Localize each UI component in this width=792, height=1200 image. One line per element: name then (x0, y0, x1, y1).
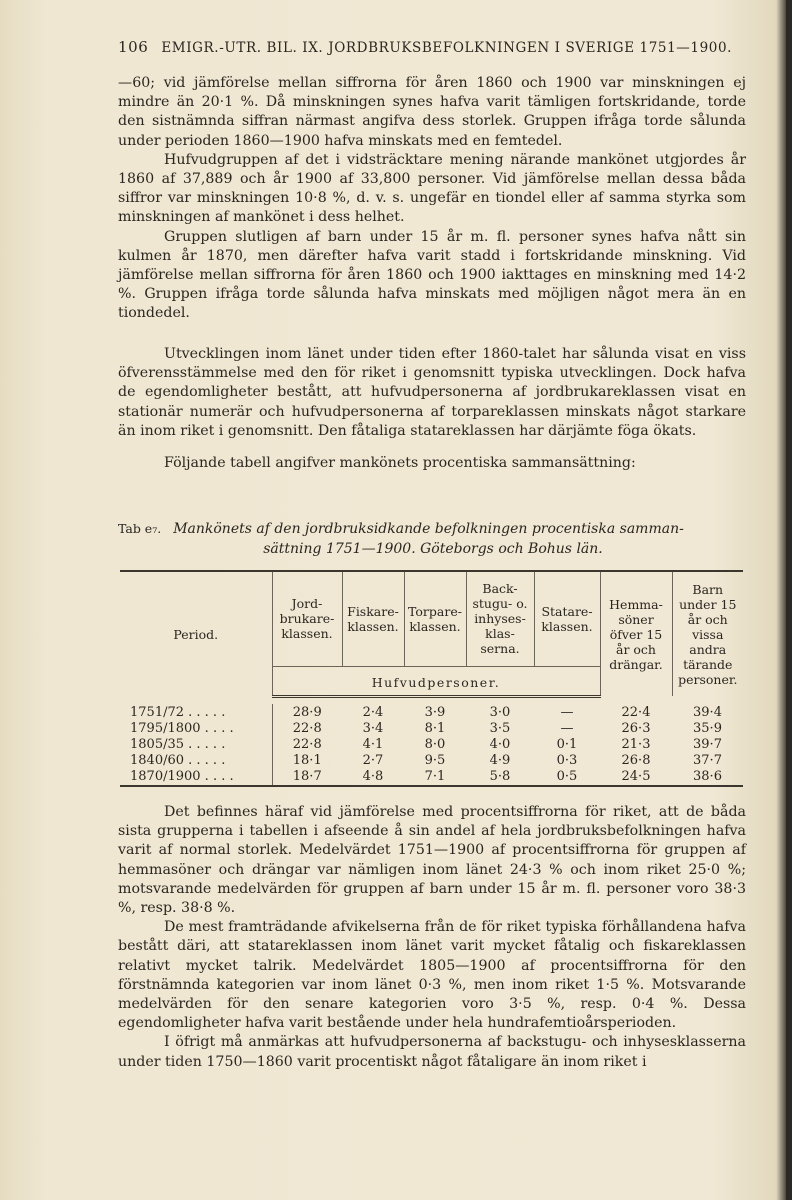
cell-jordbrukare: 22·8 (292, 720, 322, 736)
page-edge-shadow (786, 0, 792, 1200)
cell-torpare: 8·0 (424, 736, 446, 752)
table-title-line2: sättning 1751—1900. Göteborgs och Bohus län. (263, 541, 603, 557)
cell-jordbrukare: 22·8 (292, 736, 322, 752)
table-row (120, 704, 743, 720)
col-header-barn: Barn under 15 år och vissa andra tärande personer. (672, 571, 743, 696)
paragraph: Utvecklingen inom länet under tiden efter 1860-talet har sålunda visat en viss öfverensstämmelse med den för riket i genomsnitt typiska utvecklingen. Dock hafva de egendomligheter bestått, att hufvudpersonerna af jordbrukareklassen visat en stationär numerär och hufvudpersonerna af torpareklassen minskats något starkare än inom riket i genomsnitt. Den fåtaliga statareklassen har därjämte föga ökats. (118, 346, 746, 439)
col-header-period: Period. (120, 571, 272, 696)
table-title-line1: Mankönets af den jordbruksidkande befolkningen procentiska samman- (173, 521, 684, 537)
col-header-statare: Statare-klassen. (534, 571, 600, 666)
running-title: EMIGR.-UTR. BIL. IX. JORDBRUKSBEFOLKNINGEN I SVERIGE 1751—1900. (161, 40, 733, 56)
cell-jordbrukare: 28·9 (292, 704, 322, 720)
cell-torpare: 8·1 (424, 720, 446, 736)
paragraph: De mest framträdande afvikelserna från de för riket typiska förhållandena hafva bestått däri, att statareklassen inom länet varit mycket fåtalig och fiskareklassen relativt mycket talrik. Medelvärdet 1805—1900 af procentsiffrorna för den förstnämnda kategorien var inom länet 0·3 %, men inom riket 1·5 %. Motsvarande medelvärden för den senare kategorien voro 3·5 %, resp. 0·4 %. Dessa egendomligheter hafva varit bestående under hela hundrafemtioårsperioden. (118, 919, 746, 1032)
cell-fiskare: 3·4 (362, 720, 384, 736)
cell-backstugu: 4·0 (489, 736, 511, 752)
paragraph: I öfrigt må anmärkas att hufvudpersonerna af backstugu- och inhysesklasserna under tiden 1750—1860 varit procentiskt något fåtaligare än inom riket i (118, 1034, 746, 1070)
cell-period: 1795/1800 . . . . (120, 720, 272, 736)
col-header-backstugu: Back-stugu- o. inhyses-klas-serna. (466, 571, 534, 666)
cell-period: 1805/35 . . . . . (120, 736, 272, 752)
cell-period: 1751/72 . . . . . (120, 704, 272, 720)
cell-period: 1870/1900 . . . . (120, 769, 272, 786)
cell-jordbrukare: 18·1 (292, 753, 322, 769)
cell-fiskare: 2·7 (362, 753, 384, 769)
paragraph: Hufvudgruppen af det i vidsträcktare mening närande mankönet utgjordes år 1860 af 37,889 och år 1900 af 33,800 personer. Vid jämförelse mellan dessa båda siffror var minskningen 10·8 %, d. v. s. ungefär en tiondel eller af samma styrka som minskningen af mankönet i dess helhet. (118, 151, 746, 226)
paragraph: Följande tabell angifver mankönets procentiska sammansättning: (164, 455, 636, 472)
body-text-top (118, 74, 746, 324)
cell-fiskare: 4·1 (362, 736, 384, 752)
col-header-fiskare: Fiskare-klassen. (342, 571, 404, 666)
table-caption (118, 519, 748, 559)
cell-hemmasoner: 24·5 (600, 769, 672, 786)
col-header-hemmasoner: Hemma-söner öfver 15 år och drängar. (600, 571, 672, 696)
cell-backstugu: 5·8 (466, 769, 534, 786)
cell-backstugu: 4·9 (489, 753, 511, 769)
cell-barn: 38·6 (672, 769, 743, 786)
cell-backstugu: 3·0 (489, 704, 511, 720)
cell-statare: — (560, 704, 574, 720)
cell-hemmasoner: 26·8 (621, 753, 651, 769)
cell-torpare: 3·9 (424, 704, 446, 720)
cell-statare: — (560, 720, 574, 736)
table-row (120, 736, 743, 752)
cell-backstugu: 3·5 (489, 720, 511, 736)
cell-barn: 39·7 (693, 736, 722, 752)
cell-jordbrukare: 18·7 (272, 769, 342, 786)
cell-statare: 0·1 (556, 736, 578, 752)
table-row (120, 720, 743, 736)
cell-hemmasoner: 21·3 (621, 736, 651, 752)
table-row (120, 753, 743, 769)
cell-barn: 35·9 (693, 720, 722, 736)
paragraph: Det befinnes häraf vid jämförelse med procentsiffrorna för riket, att de båda sista grupperna i tabellen i afseende å sin andel af hela jordbruksbefolkningen hafva varit af normal storlek. Medelvärdet 1751—1900 af procentsiffrorna för gruppen af hemmasöner och drängar var nämligen inom länet 24·3 % och inom riket 25·0 %; motsvarande medelvärden för gruppen af barn under 15 år m. fl. personer voro 38·3 %, resp. 38·8 %. (118, 804, 746, 917)
cell-hemmasoner: 22·4 (621, 704, 651, 720)
cell-torpare: 9·5 (424, 753, 446, 769)
cell-barn: 37·7 (693, 753, 722, 769)
cell-statare: 0·3 (556, 753, 578, 769)
paragraph: Gruppen slutligen af barn under 15 år m. fl. personer synes hafva nått sin kulmen år 1870, men därefter hafva varit stadd i fortskridande minskning. Vid jämförelse mellan siffrorna för åren 1860 och 1900 iakttages en minskning med 14·2 %. Gruppen ifråga torde sålunda hafva minskats med möjligen något mera än en tiondedel. (118, 228, 746, 322)
cell-period: 1840/60 . . . . . (120, 753, 272, 769)
cell-statare: 0·5 (534, 769, 600, 786)
cell-torpare: 7·1 (404, 769, 466, 786)
running-header (118, 38, 748, 56)
cell-fiskare: 2·4 (362, 704, 384, 720)
body-text-middle (118, 345, 746, 473)
col-header-torpare: Torpare-klassen. (404, 571, 466, 666)
table-label: Tab e₇. (118, 521, 162, 536)
composition-table (120, 570, 743, 787)
cell-hemmasoner: 26·3 (621, 720, 651, 736)
cell-fiskare: 4·8 (342, 769, 404, 786)
paragraph: —60; vid jämförelse mellan siffrorna för åren 1860 och 1900 var minskningen ej mindre än 20·1 %. Då minskningen synes hafva varit tämligen fortskridande, torde den sistnämnda siffran närmast angifva dess storlek. Gruppen ifråga torde sålunda under perioden 1860—1900 hafva minskats med en femtedel. (118, 75, 746, 149)
table-row (120, 769, 743, 786)
body-text-bottom (118, 803, 746, 1072)
cell-barn: 39·4 (693, 704, 722, 720)
col-header-jordbrukare: Jord-brukare-klassen. (272, 571, 342, 666)
group-header-hufvudpersoner: Hufvudpersoner. (272, 666, 600, 696)
page-number: 106 (118, 38, 149, 56)
table-header-row (120, 571, 743, 666)
